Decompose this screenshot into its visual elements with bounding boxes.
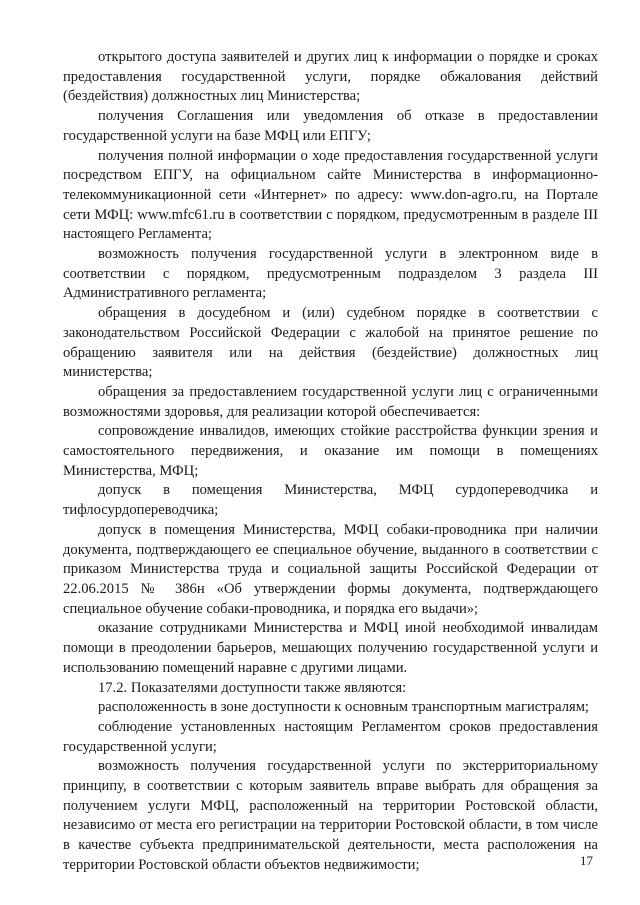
paragraph: сопровождение инвалидов, имеющих стойкие расстройства функции зрения и самостоятельного передвижения, и оказание им помощи в помещениях Министерства, МФЦ; [63, 423, 598, 479]
paragraph: возможность получения государственной услуги в электронном виде в соответствии с порядком, предусмотренным подразделом 3 раздела III Административного регламента; [63, 246, 598, 302]
paragraph: оказание сотрудниками Министерства и МФЦ иной необходимой инвалидам помощи в преодолении барьеров, мешающих получению государственной услуги и использованию помещений наравне с другими лицами. [63, 620, 598, 676]
paragraph: открытого доступа заявителей и других лиц к информации о порядке и сроках предоставления государственной услуги, порядке обжалования действий (бездействия) должностных лиц Министерства; [63, 49, 598, 105]
paragraph: получения полной информации о ходе предоставления государственной услуги посредством ЕПГУ, на официальном сайте Министерства в информационно-телекоммуникационной сети «Интернет» по адресу: www.don-agro.ru, на Портале сети МФЦ: www.mfc61.ru в соответствии с порядком, предусмотренным в разделе III настоящего Регламента; [63, 147, 598, 243]
paragraph: соблюдение установленных настоящим Регламентом сроков предоставления государственной услуги; [63, 718, 598, 755]
paragraph: допуск в помещения Министерства, МФЦ собаки-проводника при наличии документа, подтверждающего ее специальное обучение, выданного в соответствии с приказом Министерства труда и социальной защиты Российской Федерации от 22.06.2015 № 386н «Об утверждении формы документа, подтверждающего специальное обучение собаки-проводника, и порядка его выдачи»; [63, 521, 598, 617]
section-heading-17-2: 17.2. Показателями доступности также являются: [98, 679, 407, 696]
page-number: 17 [580, 853, 593, 868]
paragraph: получения Соглашения или уведомления об отказе в предоставлении государственной услуги на базе МФЦ или ЕПГУ; [63, 108, 598, 144]
paragraph: возможность получения государственной услуги по экстерриториальному принципу, в соответствии с которым заявитель вправе выбрать для обращения за получением услуги МФЦ, расположенный на территории Ростовской области, независимо от места его регистрации на территории Ростовской области, в том числе в качестве субъекта предпринимательской деятельности, места расположения на территории Ростовской области объектов недвижимости; [63, 758, 598, 873]
paragraph: обращения в досудебном и (или) судебном порядке в соответствии с законодательством Российской Федерации с жалобой на принятое решение по обращению заявителя или на действия (бездействие) должностных лиц министерства; [63, 305, 598, 381]
paragraph: обращения за предоставлением государственной услуги лиц с ограниченными возможностями здоровья, для реализации которой обеспечивается: [63, 383, 598, 420]
paragraph: допуск в помещения Министерства, МФЦ сурдопереводчика и тифлосурдопереводчика; [63, 482, 598, 519]
document-body [63, 48, 598, 876]
paragraph: расположенность в зоне доступности к основным транспортным магистралям; [98, 699, 589, 716]
